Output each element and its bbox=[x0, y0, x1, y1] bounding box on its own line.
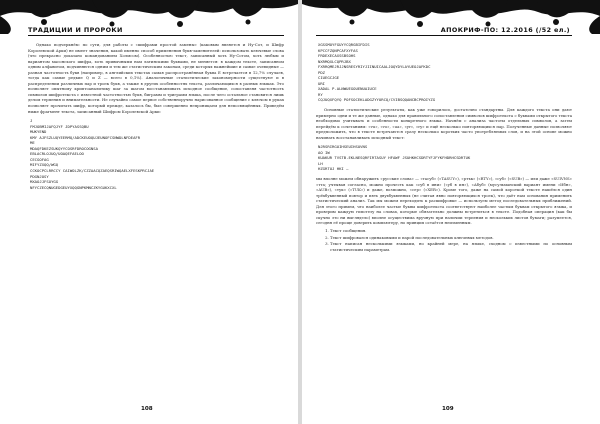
right-paragraph-2: мы вполне можем обнаружить «русские слова» — «тасуб» («TASUY»), «ртък» («RTY»), «суб» («SUB») — или даже «SUIVNS» «тта; учтывая согласно, можно прочесть как «суб в ини» («уб в ин»), «Абуб» (мусульманский вариант имени «Ибн», «AUB»), «тук» («TUK») и даже, возможно, «сер» («XER»). Кроме того, даже на самой короткой тексте нашёлся один трёхбуквенный повтор и пять двухбуквенных (не считая явно повторяющихся троек), что даёт нам основания применить статистический анализ. Так мы можем переходить к расшифровке — используем метод последовательных приближений. Для этого примем, что наиболее частые буквы шифротекста соответствуют наиболее частым буквам открытого языка, и проверим каждую гипотезу на словах, которые обязательно должны встретиться в тексте. Подобная операция (как бы скучно это ни выглядело) вполне осуществима вручную при наличии терпения и нескольких листов бумаги; разумеется, сегодня её проще доверить компьютеру, но принцип остаётся неизменным. bbox=[316, 176, 572, 226]
cipher-line: LH bbox=[318, 160, 323, 166]
page-number-right: 109 bbox=[442, 406, 454, 412]
cipher-line: HZGRTUJ HKI — bbox=[318, 166, 349, 172]
cipher-line: J bbox=[30, 118, 33, 124]
page-number-left: 108 bbox=[141, 406, 153, 412]
cipher-line: CCKOCPCLRRCCY CAIWOLZK/CZZAACQZAEQSRIWQAELXFESKPRCJAE bbox=[30, 168, 155, 174]
cipher-line: CQJUQXFQYQ POFSOCEKLADGZYYURCQ/CVIBSQQANCBCPROIYZG bbox=[318, 97, 436, 103]
cipher-line: XGSSMOYFGUYYCQRGBIFDIS bbox=[318, 42, 370, 47]
cipher-line: MUKYEND bbox=[30, 129, 47, 135]
cipher-line: NXRMQXLCQPRJBX bbox=[318, 58, 351, 64]
left-paragraph: Однако подчеркнём: по сути, для работы с «шифрами простой замены» (каковым является и Ну-Сот, и Шифр Королевской Арки) не имеет значения, какой именно способ применения букв-заменителей: использовать ключевые слова (что прекрасно доказано командованием Холмсом). Особенностью текст, записанный хоть Ну-Сотом, хоть любым и вариантом масонского шифра, хоть привычными нам латинскими буквами, не меняется: в каждом тексте, записанном одним алфавитом, подчиняются одним и тем же статистическим законам, среди которых важнейшие и самые очевидные — разная частотность букв (например, в английских текстах самая распространённая буква E встречается в 12,7% случаев, тогда как самые редкие Q и Z — всего в 0,1%). Аналогичные статистические закономерности существуют и в распределении различных пар и троек букв, а также в других особенностях текста, различающихся в разных языках. Это позволяет опытному криптоаналитику шаг за шагом восстанавливать исходное сообщение, сопоставляя частотность символов шифротекста с известной частотностью букв, биграмм и триграмм языка, после чего остальное становится лишь делом терпения и внимательности. Не случайно самое первое собственноручно нарисованное сообщение с ключом в руках позволяет прочитать шифр, который прежде, казалось бы, был совершенно непроницаем для непосвящённых. Приведём ниже фрагмент текста, записанный Шифром Королевской Арки: bbox=[28, 42, 284, 114]
header-rule-right bbox=[316, 35, 572, 36]
list-item: 3. Текст написан несколькими языками, но крайней мере, на языке, сходном с известными по основным статистическим параметрам. bbox=[330, 241, 572, 252]
cipher-line: PDZ bbox=[318, 69, 326, 75]
cipher-line: FMJOBMIJAFQJYF JDPYASSQBU bbox=[30, 123, 89, 129]
list-item: 2. Текст шифровался одинаковыми и парой последовательных ключевых методов. bbox=[330, 235, 572, 241]
right-paragraph-1: Основные статистические результаты, как уже говорилось, достаточно стандартны. Для каждого текста они дают примерно одни и те же данные, однако для правильного сопоставления символов шифротекста с буквами открытого текста необходимо учитывать и особенности конкретного языка. Начнём с анализа частоты отдельных символов, а затем перейдём к сочетаниям: «vu», «vo», «ua», «yr», «ry» и ещё несколько повторяющихся пар. Полученные данные позволяют предположить, что в тексте встречаются сразу несколько коротких часто употребляемых слов, и на этой основе можно начинать восстанавливать исходный текст: bbox=[316, 107, 572, 140]
cipher-line: KUAKUR TVSTB.EKLNESQRFIRTASUY HFAWF JSUHKHCSDRTYFJFYKFHDRHCSDRTUK bbox=[318, 155, 471, 161]
right-body-text bbox=[316, 42, 572, 253]
cipher-line: ME bbox=[30, 140, 35, 146]
list-item: 1. Текст сообщения. bbox=[330, 228, 572, 234]
left-body-text bbox=[28, 42, 284, 190]
running-head-left: ТРАДИЦИИ И ПРОРОКИ bbox=[28, 26, 123, 34]
running-head-right: АПОКРИФ-ПО: 12.2016 (/52 ел.) bbox=[440, 26, 570, 34]
cipher-line: NJRSRIRGUIHSEUIHSUVNS bbox=[318, 144, 368, 150]
cipher-line: FXRRQMEJRJJNSRESYRIYJIINUICAALJOQYDYLAYUEOJAFKDC bbox=[318, 64, 431, 70]
cipher-line: EBLACRLOJUQ/UOAQEFAELOO bbox=[30, 151, 84, 157]
right-page bbox=[302, 0, 600, 424]
cipher-line: KMY AJFSZLUQYEERMQ/ADCKEUOQUJEUNOFCSNWDLNFDEAFR bbox=[30, 134, 141, 140]
cipher-line: AO IW bbox=[318, 149, 330, 155]
cipher-line: MIFYZXQQ/WGQ bbox=[30, 162, 59, 168]
cipher-line: PDGNJOSY bbox=[30, 173, 49, 179]
header-rule-left bbox=[28, 35, 284, 36]
cipher-line: KPCCFZQNPCAFXYFAS bbox=[318, 47, 358, 53]
cipher-line: MDAQFDKEZSUKQYYCOSRFDROCOGNSA bbox=[30, 145, 98, 151]
cipher-line: RY bbox=[318, 91, 323, 97]
cipher-line: XADAL P.ALNWUEGOUENUAIUCE bbox=[318, 86, 377, 92]
left-page bbox=[0, 0, 298, 424]
cipher-line: NFYCZECQNUGEDGEUYXQQGNPKMNCZKYGUKXCXL bbox=[30, 184, 117, 190]
cipher-line: FRDEXECAXSSBSOHS bbox=[318, 53, 356, 59]
assumption-list bbox=[316, 228, 572, 252]
cipher-line: MXAOJJFSOYGG bbox=[30, 179, 59, 185]
cipher-line: CECGOFAG bbox=[30, 156, 49, 162]
cipher-line: URI bbox=[318, 80, 326, 86]
cipher-line: CIUEGCJGE bbox=[318, 75, 340, 81]
